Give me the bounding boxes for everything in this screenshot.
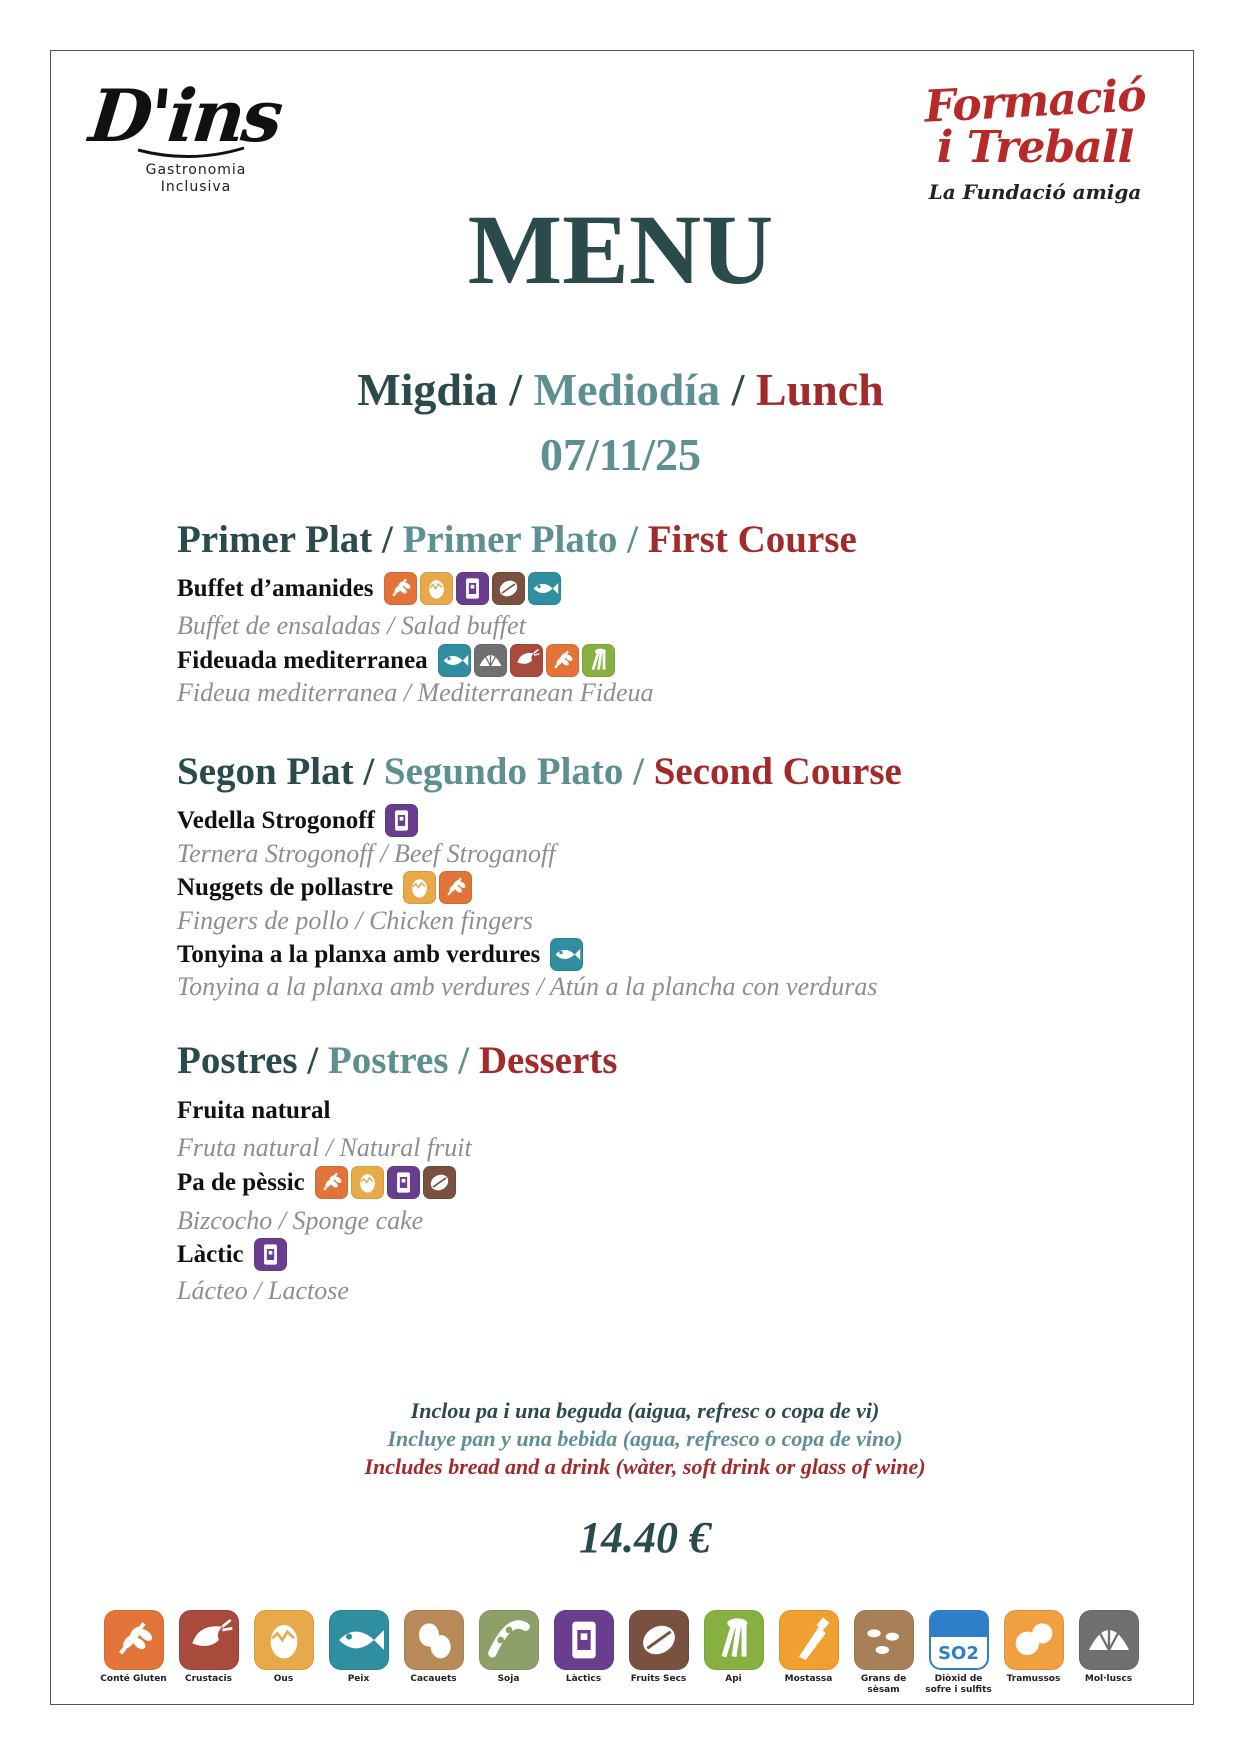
wheat-icon (546, 644, 579, 677)
legend-item-soy (471, 1610, 546, 1696)
shell-icon (1079, 1610, 1139, 1670)
legend-label: Crustacis (185, 1674, 232, 1684)
legend-label: Tramussos (1006, 1674, 1061, 1684)
dish-item: Pa de pèssic (177, 1166, 456, 1199)
dish-translation: Fruta natural / Natural fruit (177, 1133, 472, 1162)
legend-item-crustaceans (171, 1610, 246, 1696)
egg-icon (351, 1166, 384, 1199)
legend-item-lupin (996, 1610, 1071, 1696)
legend-label: Làctics (565, 1674, 602, 1684)
legend-label: Conté Gluten (100, 1674, 167, 1684)
dish-translation: Fideua mediterranea / Mediterranean Fideua (177, 678, 654, 707)
fit-logo (905, 70, 1165, 204)
nut-icon (492, 572, 525, 605)
legend-item-dairy (546, 1610, 621, 1696)
dish-translation: Fingers de pollo / Chicken fingers (177, 906, 534, 935)
legend-item-peanuts (396, 1610, 471, 1696)
fit-logo-tagline: La Fundació amiga (928, 180, 1142, 204)
legend-label: Fruits Secs (630, 1674, 687, 1684)
dish-translation: Buffet de ensaladas / Salad buffet (177, 611, 526, 640)
legend-item-gluten (96, 1610, 171, 1696)
dish-translation: Ternera Strogonoff / Beef Stroganoff (177, 839, 556, 868)
menu-price: 14.40 € (579, 1513, 711, 1562)
milk-icon (456, 572, 489, 605)
fish-icon (528, 572, 561, 605)
legend-label: Peix (347, 1674, 370, 1684)
desserts-heading: Postres / Postres / Desserts (177, 1039, 618, 1082)
allergen-icons (315, 1166, 456, 1199)
legend-item-fish (321, 1610, 396, 1696)
allergen-icons (403, 871, 472, 904)
egg-icon (420, 572, 453, 605)
legend-item-nuts (621, 1610, 696, 1696)
legend-item-molluscs (1071, 1610, 1146, 1696)
includes-en: Includes bread and a drink (wàter, soft drink or glass of wine) (364, 1454, 926, 1479)
dish-item: Tonyina a la planxa amb verdures (177, 938, 583, 971)
legend-label: Diòxid de sofre i sulfits (925, 1674, 992, 1695)
allergen-legend (96, 1610, 1146, 1696)
dish-item: Nuggets de pollastre (177, 871, 472, 904)
egg-icon (254, 1610, 314, 1670)
peanut-icon (404, 1610, 464, 1670)
dins-logo-subtitle: Gastronomia Inclusiva (145, 162, 247, 195)
fish-icon (329, 1610, 389, 1670)
meal-subtitle: Migdia / Mediodía / Lunch (357, 364, 884, 415)
milk-icon (385, 804, 418, 837)
nut-icon (629, 1610, 689, 1670)
shrimp-icon (510, 644, 543, 677)
so2-icon: SO2 (929, 1610, 989, 1670)
fish-icon (550, 938, 583, 971)
lupin-icon (1004, 1610, 1064, 1670)
allergen-icons (384, 572, 561, 605)
dish-item: Làctic (177, 1238, 287, 1271)
egg-icon (403, 871, 436, 904)
dish-item: Fideuada mediterranea (177, 644, 615, 677)
nut-icon (423, 1166, 456, 1199)
fish-icon (438, 644, 471, 677)
includes-ca: Inclou pa i una beguda (aigua, refresc o copa de vi) (410, 1398, 880, 1423)
includes-es: Incluye pan y una bebida (agua, refresco o copa de vino) (387, 1426, 903, 1451)
wheat-icon (439, 871, 472, 904)
celery-icon (582, 644, 615, 677)
legend-item-sulphites (921, 1610, 996, 1696)
allergen-icons (550, 938, 583, 971)
dins-logo (76, 73, 306, 196)
legend-item-egg (246, 1610, 321, 1696)
allergen-icons (438, 644, 615, 677)
legend-item-sesame (846, 1610, 921, 1696)
legend-label: Api (725, 1674, 742, 1684)
dish-translation: Bizcocho / Sponge cake (177, 1206, 424, 1235)
milk-icon (554, 1610, 614, 1670)
legend-label: Soja (497, 1674, 520, 1684)
wheat-icon (104, 1610, 164, 1670)
allergen-icons (385, 804, 418, 837)
legend-item-celery (696, 1610, 771, 1696)
first-course-heading: Primer Plat / Primer Plato / First Course (177, 518, 857, 561)
dish-translation: Tonyina a la planxa amb verdures / Atún a la plancha con verduras (177, 972, 878, 1001)
wheat-icon (315, 1166, 348, 1199)
legend-label: Ous (273, 1674, 294, 1684)
fit-logo-line1: Formació (923, 70, 1147, 133)
legend-label: Mostassa (784, 1674, 833, 1684)
mustard-icon (779, 1610, 839, 1670)
page-title: MENU (467, 194, 774, 305)
shell-icon (474, 644, 507, 677)
legend-label: Grans de sèsam (860, 1674, 907, 1695)
legend-label: Mol·luscs (1084, 1674, 1133, 1684)
legend-item-mustard (771, 1610, 846, 1696)
dish-item: Buffet d’amanides (177, 572, 561, 605)
wheat-icon (384, 572, 417, 605)
fit-logo-line2: i Treball (936, 122, 1134, 173)
allergen-icons (254, 1238, 287, 1271)
milk-icon (387, 1166, 420, 1199)
second-course-heading: Segon Plat / Segundo Plato / Second Course (177, 750, 902, 793)
dins-logo-word: D'ins (85, 73, 285, 158)
celery-icon (704, 1610, 764, 1670)
legend-label: Cacauets (410, 1674, 457, 1684)
dish-translation: Lácteo / Lactose (177, 1276, 349, 1305)
soy-icon (479, 1610, 539, 1670)
shrimp-icon (179, 1610, 239, 1670)
menu-date: 07/11/25 (539, 429, 702, 480)
milk-icon (254, 1238, 287, 1271)
sesame-icon (854, 1610, 914, 1670)
dish-item: Fruita natural (177, 1097, 331, 1124)
dish-item: Vedella Strogonoff (177, 804, 418, 837)
